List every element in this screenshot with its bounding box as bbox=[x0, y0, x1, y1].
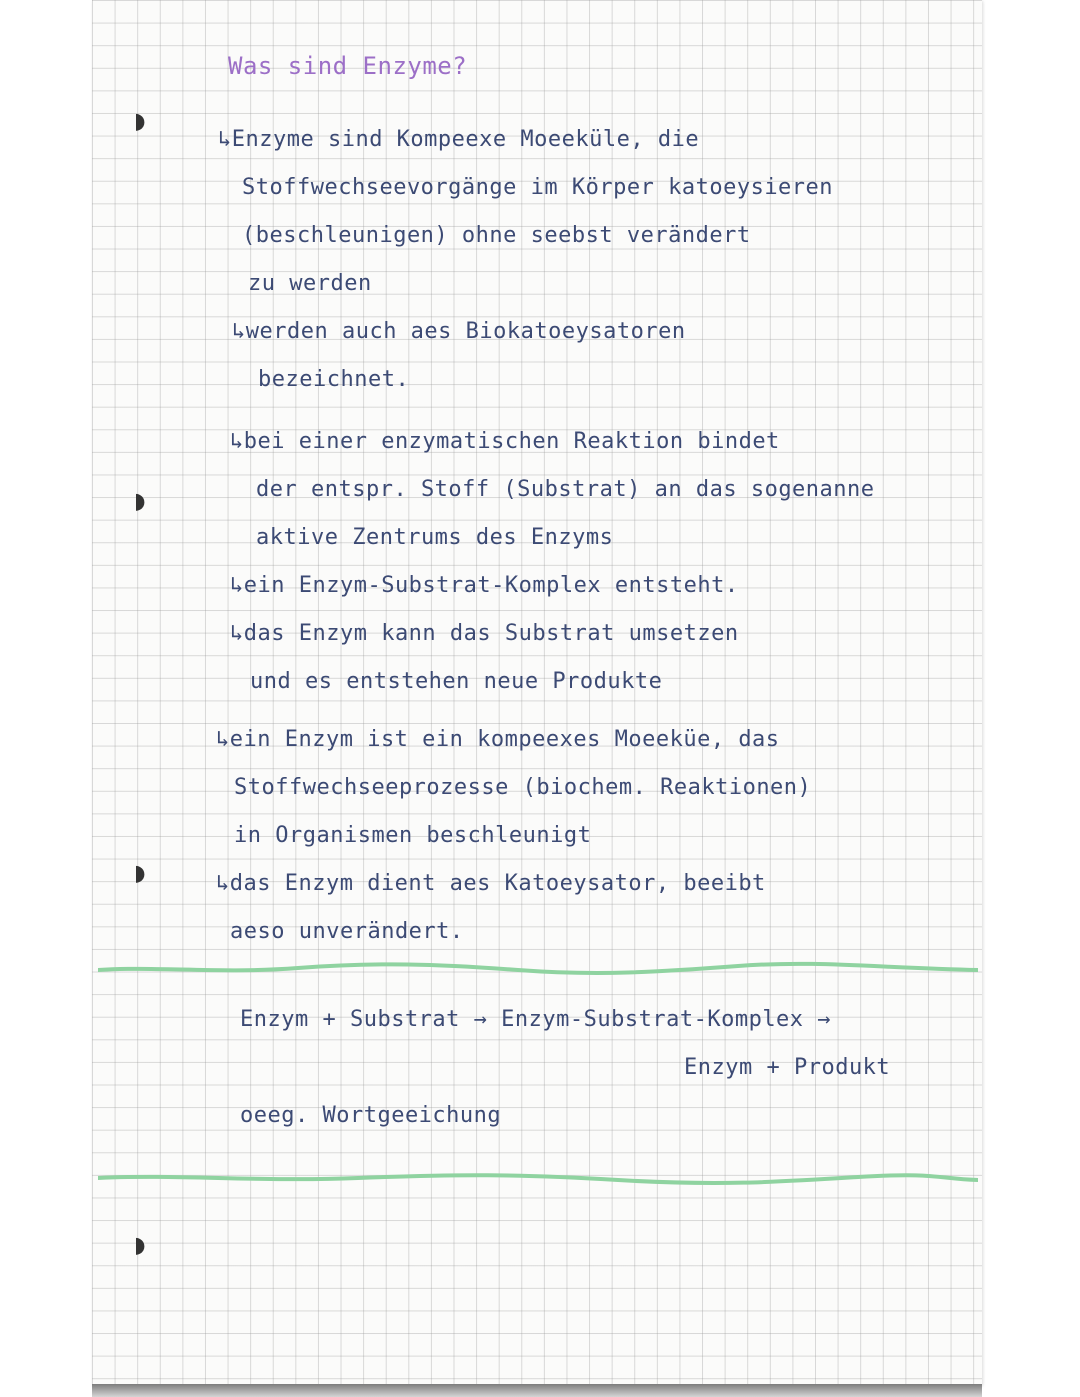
note-block-reaction bbox=[230, 418, 875, 706]
note-line: Stoffwechseevorgänge im Körper katoeysieren bbox=[242, 175, 834, 200]
note-title: Was sind Enzyme? bbox=[228, 52, 468, 80]
equation-line-2: Enzym + Produkt bbox=[684, 1055, 891, 1080]
note-line: aeso unverändert. bbox=[230, 919, 464, 944]
note-block-definition bbox=[218, 116, 833, 404]
note-line: (beschleunigen) ohne seebst verändert bbox=[242, 223, 751, 248]
note-line: ↳ein Enzym ist ein kompeexes Moeeküe, das bbox=[216, 727, 780, 752]
ring-hole-mark: ◗ bbox=[134, 109, 146, 134]
note-line: Stoffwechseeprozesse (biochem. Reaktionen) bbox=[234, 775, 812, 800]
ring-hole-mark: ◗ bbox=[134, 1233, 146, 1258]
green-divider-line bbox=[98, 1168, 978, 1188]
note-line: ↳das Enzym dient aes Katoeysator, beeibt bbox=[216, 871, 766, 896]
equation-line-1: Enzym + Substrat → Enzym-Substrat-Komplex → bbox=[240, 1007, 832, 1032]
note-line: ↳ein Enzym-Substrat-Komplex entsteht. bbox=[230, 573, 739, 598]
page-edge-shadow bbox=[92, 1384, 982, 1397]
note-line: ↳werden auch aes Biokatoeysatoren bbox=[232, 319, 686, 344]
note-line: ↳bei einer enzymatischen Reaktion bindet bbox=[230, 429, 780, 454]
note-line: ↳das Enzym kann das Substrat umsetzen bbox=[230, 621, 739, 646]
note-block-summary bbox=[216, 716, 811, 956]
equation-caption: oeeg. Wortgeeichung bbox=[240, 1103, 502, 1128]
note-line: bezeichnet. bbox=[258, 367, 410, 392]
note-line: der entspr. Stoff (Substrat) an das sogenanne bbox=[256, 477, 875, 502]
note-line: in Organismen beschleunigt bbox=[234, 823, 592, 848]
note-line: zu werden bbox=[248, 271, 372, 296]
note-line: aktive Zentrums des Enzyms bbox=[256, 525, 614, 550]
ring-hole-mark: ◗ bbox=[134, 861, 146, 886]
green-divider-line bbox=[98, 958, 978, 978]
note-line: ↳Enzyme sind Kompeexe Moeeküle, die bbox=[218, 127, 700, 152]
note-line: und es entstehen neue Produkte bbox=[250, 669, 663, 694]
ring-hole-mark: ◗ bbox=[134, 489, 146, 514]
